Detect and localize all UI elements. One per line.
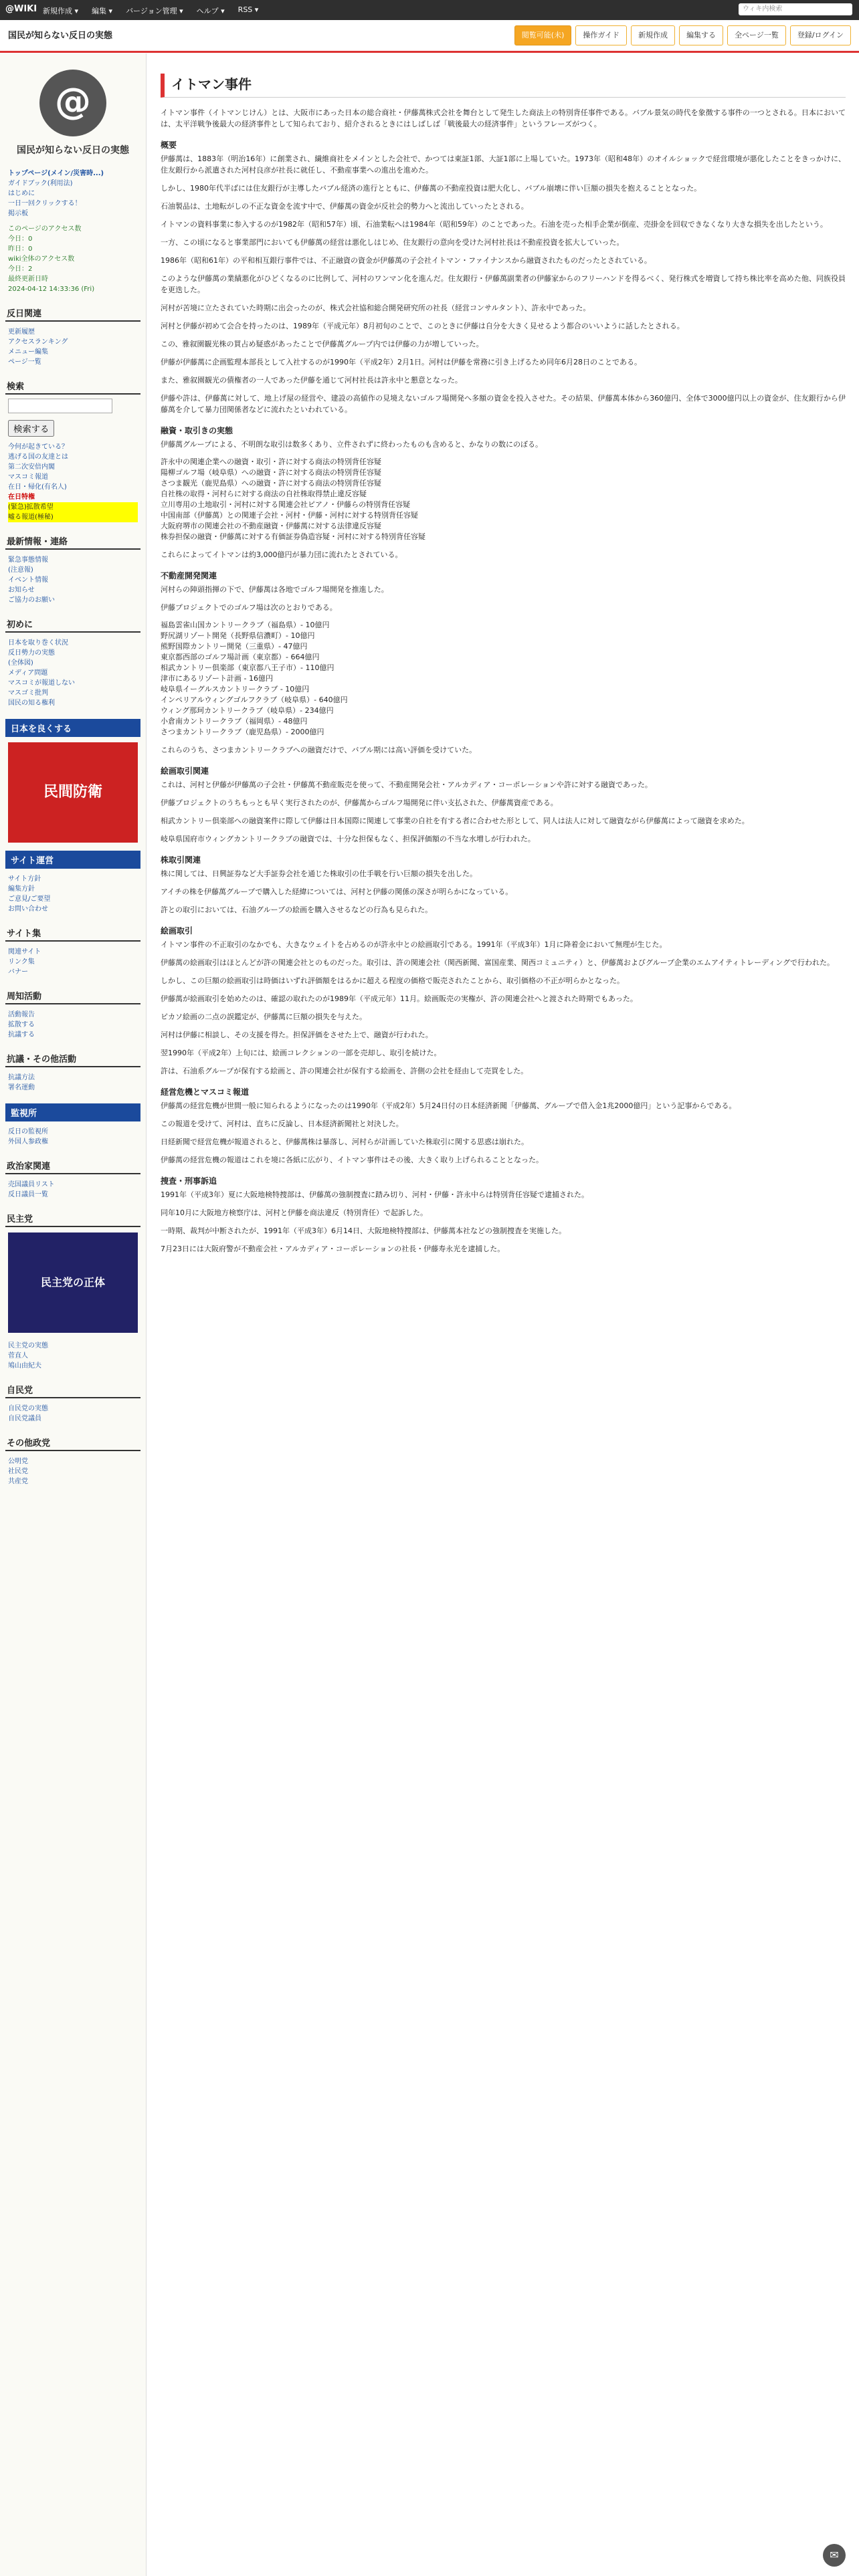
link-not-reported[interactable]: マスコミが報道しない xyxy=(8,679,75,687)
para: 1986年（昭和61年）の平和相互銀行事件では、不正融資の資金が伊藤萬の子会社イトマン・ファイナンスから融資されたものだったとされている。 xyxy=(161,256,652,265)
para: 伊藤萬の絵画取引はほとんどが許の関連会社とのものだった。取引は、許の関連会社（関西新聞、富国産業、関西コミュニティ）と、伊藤萬およびグループ企業のエムアイティトレーディングで行われた。 xyxy=(161,958,835,967)
sidebar xyxy=(0,53,147,2576)
view-button[interactable]: 閲覧可能(未) xyxy=(514,25,572,45)
para: 伊藤萬は、1883年（明治16年）に創業され、繊維商社をメインとした会社で、かつては東証1部、大証1部に上場していた。1973年（昭和48年）のオイルショックで経営環境が悪化したことをきっかけに、住友銀行から派遣された河村良彦が社長に就任し、不動産事業への進出を進めた。 xyxy=(161,154,846,175)
link-jcp[interactable]: 共産党 xyxy=(8,1478,28,1485)
para: 伊藤萬グループによる、不明朗な取引は数多くあり、立件されずに終わったものも含めると、かなりの数にのぼる。 xyxy=(161,440,543,449)
sec-search: 検索 xyxy=(5,378,140,395)
sec-ldp: 自民党 xyxy=(5,1382,140,1398)
menu-rss[interactable]: RSS ▾ xyxy=(237,5,259,14)
para: 7月23日には大阪府警が不動産会社・アルカディア・コーポレーションの社長・伊藤寿永光を逮捕した。 xyxy=(161,1245,505,1253)
access-title: このページのアクセス数 xyxy=(8,225,82,233)
para: 河村が苦境に立たされていた時期に出会ったのが、株式会社協和総合開発研究所の社長（経営コンサルタント）、許永中であった。 xyxy=(161,304,591,312)
updated-value: 2024-04-12 14:33:36 (Fri) xyxy=(8,286,95,293)
list-item: 大阪府堺市の関連会社の不動産融資・伊藤萬に対する法律違反容疑 xyxy=(161,522,381,530)
para: 伊藤萬の経営危機の報道はこれを境に各紙に広がり、イトマン事件はその後、大きく取り上げられることとなった。 xyxy=(161,1156,543,1164)
sec-awareness: 周知活動 xyxy=(5,988,140,1004)
h-paintings: 絵画取引関連 xyxy=(161,766,209,776)
para: 許との取引においては、石油グループの絵画を購入させるなどの行為も見られた。 xyxy=(161,905,433,914)
para: 伊藤が伊藤萬に企画監理本部長として入社するのが1990年（平成2年）2月1日。河村は伊藤を常務に引き上げるため同年6月28日のことである。 xyxy=(161,358,642,366)
list-item: ウィング那珂カントリークラブ（岐阜県）- 234億円 xyxy=(161,706,334,715)
links-ldp xyxy=(0,1401,146,1426)
edit-button[interactable]: 編集する xyxy=(679,25,723,45)
link-top[interactable]: トップページ(メイン/災害時...) xyxy=(8,170,104,177)
link-now[interactable]: 今何が起きている？ xyxy=(8,443,68,451)
para: これらのうち、さつまカントリークラブへの融資だけで、バブル期には高い評価を受けていた。 xyxy=(161,746,477,754)
link-feedback[interactable]: ご意見/ご要望 xyxy=(8,895,51,903)
wiki-at-logo: @ xyxy=(39,70,106,136)
para: また、雅叙園観光の債権者の一人であった伊藤を通じて河村社長は許永中と懇意となった。 xyxy=(161,376,462,385)
link-bbs[interactable]: 掲示板 xyxy=(8,210,28,217)
sidebar-site-name: 国民が知らない反日の実態 xyxy=(17,145,129,156)
link-contact[interactable]: お問い合わせ xyxy=(8,905,48,913)
list-item: 福島雲雀山国カントリークラブ（福島県）- 10億円 xyxy=(161,621,330,629)
link-spread[interactable]: 拡散する xyxy=(8,1021,35,1029)
link-history[interactable]: 更新履歴 xyxy=(8,328,35,336)
links-politicians xyxy=(0,1177,146,1202)
h-realestate: 不動産開発関連 xyxy=(161,571,217,580)
updated-label: 最終更新日時 xyxy=(8,276,48,283)
link-anti-list[interactable]: 反日議員一覧 xyxy=(8,1191,48,1198)
list-item: 許永中の関連企業への融資・取引・許に対する商法の特別背任容疑 xyxy=(161,457,381,466)
links-ops xyxy=(0,871,146,917)
link-menu-edit[interactable]: メニュー編集 xyxy=(8,348,48,356)
list-item: さつま観光（鹿児島県）への融資・許に対する商法の特別背任容疑 xyxy=(161,479,381,488)
link-intro[interactable]: はじめに xyxy=(8,190,35,197)
menu-new[interactable]: 新規作成 ▾ xyxy=(43,7,79,15)
intro: イトマン事件（イトマンじけん）とは、大阪市にあった日本の総合商社・伊藤萬株式会社を舞台として発生した商法上の特別背任事件である。バブル景気の時代を象徴する事件の一つとされる。日本においては、太平洋戦争後最大の経済事件として知られており、紹介されるときにはしばしば「戦後最大の経済事件」というフレーズがつく。 xyxy=(161,108,846,128)
list-item: 小倉南カントリークラブ（福岡県）- 48億円 xyxy=(161,717,308,726)
para: イトマンの資料事業に参入するのが1982年（昭和57年）頃、石油業転へは1984年（昭和59年）のことであった。石油を売った相手企業が倒産、売掛金を回収できなくなり大きな損失を出したという。 xyxy=(161,220,828,229)
sidebar-search-input[interactable] xyxy=(8,399,112,413)
list-item: 陽柳ゴルフ場（岐阜県）への融資・許に対する商法の特別背任容疑 xyxy=(161,468,381,477)
link-zainichi[interactable]: 在日・帰化(有名人) xyxy=(8,484,67,491)
para: 相武カントリー倶楽部への融資案件に際して伊藤は日本国際に関連して事業の自社を有する者に合わせた形として、同人は法人に対して融資ながら伊藤萬によって融資を求めた。 xyxy=(161,817,749,825)
sec-protest: 抗議・その他活動 xyxy=(5,1051,140,1067)
cases-list xyxy=(161,457,846,542)
para: 一時期、裁判が中断されたが、1991年（平成3年）6月14日、大阪地検特捜部は、伊藤萬本社などの強制捜査を実施した。 xyxy=(161,1226,566,1235)
menu-help[interactable]: ヘルプ ▾ xyxy=(196,7,225,15)
link-banner[interactable]: バナー xyxy=(8,968,28,976)
links-protest xyxy=(0,1070,146,1095)
site-header xyxy=(0,20,859,53)
ad-banner[interactable]: 民間防衛 xyxy=(8,742,138,843)
para: これは、河村と伊藤が伊藤萬の子会社・伊藤萬不動産販売を使って、不動産開発会社・アルカディア・コーポレーションや許に対する融資であった。 xyxy=(161,780,652,789)
wiki-search-input[interactable]: ウィキ内検索 xyxy=(739,3,852,15)
menu-version[interactable]: バージョン管理 ▾ xyxy=(126,7,183,15)
para: 河村と伊藤が初めて会合を持ったのは、1989年（平成元年）8月初旬のことで、このときに伊藤は自分を大きく見せるよう都合のいいように話したとされる。 xyxy=(161,322,684,330)
link-overview[interactable]: (全体図) xyxy=(8,659,33,667)
para: 一方、この頃になると事業部門においても伊藤萬の経営は悪化しはじめ、住友銀行の意向を受けた河村社長は不動産投資を拡大していった。 xyxy=(161,238,624,247)
h-reports: 経営危機とマスコミ報道 xyxy=(161,1087,250,1097)
wiki-access-title: wiki全体のアクセス数 xyxy=(8,255,75,263)
link-secret[interactable]: 嘘る報道(極秘) xyxy=(8,512,138,522)
top-menu xyxy=(43,5,258,16)
link-ldp-members[interactable]: 自民党議員 xyxy=(8,1415,41,1422)
sidebar-search-button[interactable]: 検索する xyxy=(8,420,54,437)
link-urgent[interactable]: (緊急)拡散希望 xyxy=(8,502,138,512)
para: アイチの株を伊藤萬グループで購入した経緯については、河村と伊藤の関係の深さが明らかになっている。 xyxy=(161,887,513,896)
links-sites xyxy=(0,944,146,980)
para: 伊藤萬が絵画取引を始めたのは、確認の取れたのが1989年（平成元年）11月。絵画販売の実権が、許の関連会社へと渡された時期でもあった。 xyxy=(161,994,638,1003)
sidebar-search xyxy=(8,399,138,413)
sidebar-top-links xyxy=(0,166,146,221)
para: ピカソ絵画の二点の誤鑑定が、伊藤萬に巨額の損失を与えた。 xyxy=(161,1012,367,1021)
h-arrest: 捜査・刑事訴追 xyxy=(161,1176,217,1186)
para: このような伊藤萬の業績悪化がひどくなるのに比例して、河村のワンマン化を進んだ。住友銀行・伊藤萬副業者の伊藤家からのフリーハンドを得るべく、発行株式を増資して持ち株比率を高めた他、同族役員を更迭した。 xyxy=(161,274,846,294)
sec-related: 反日関連 xyxy=(5,305,140,322)
menu-edit[interactable]: 編集 ▾ xyxy=(92,7,113,15)
link-protest[interactable]: 抗議する xyxy=(8,1031,35,1039)
new-page-button[interactable]: 新規作成 xyxy=(631,25,675,45)
list-item: 熊野国際カントリー開発（三重県）- 47億円 xyxy=(161,642,308,651)
chat-icon[interactable]: ✉ xyxy=(823,2544,846,2567)
link-hatoyama[interactable]: 鳩山由紀夫 xyxy=(8,1362,41,1370)
link-suffrage[interactable]: 外国人参政権 xyxy=(8,1138,48,1146)
link-kan[interactable]: 菅直人 xyxy=(8,1352,28,1360)
sec-watch: 監視所 xyxy=(5,1103,140,1121)
link-related-sites[interactable]: 関連サイト xyxy=(8,948,41,956)
para: 伊藤萬の経営危機が世間一般に知られるようになったのは1990年（平成2年）5月24日付の日本経済新聞「伊藤萬、グループで借入金1兆2000億円」という記事からである。 xyxy=(161,1101,737,1110)
golf-list xyxy=(161,620,846,738)
para: しかし、この巨額の絵画取引は時価はいずれ評価額をはるかに超える程度の価格で販売されたことから、取引価格の不正が明らかとなった。 xyxy=(161,976,624,985)
list-item: 野尻湖リゾート開発（長野県信濃町）- 10億円 xyxy=(161,631,315,640)
para: 同年10月に大阪地方検察庁は、河村と伊藤を商法違反（特別背任）で起訴した。 xyxy=(161,1208,427,1217)
para: イトマン事件の不正取引のなかでも、大きなウェイトを占めるのが許永中との絵画取引である。1991年（平成3年）1月に降着金において無理が生じた。 xyxy=(161,940,667,949)
link-edit-policy[interactable]: 編集方針 xyxy=(8,885,35,893)
para: 許は、石油系グループが保有する絵画と、許の関連会社が保有する絵画を、許側の会社を経由して売買をした。 xyxy=(161,1067,529,1075)
link-page-list[interactable]: ページ一覧 xyxy=(8,358,41,366)
links-intro xyxy=(0,635,146,711)
para: 石油製品は、土地転がしの不正な資金を流す中で、伊藤萬の資金が反社会的勢力へと流出していったとされる。 xyxy=(161,202,529,211)
link-petition[interactable]: 署名運動 xyxy=(8,1084,35,1091)
access-counter xyxy=(0,221,146,297)
link-abe[interactable]: 第二次安倍内閣 xyxy=(8,463,55,471)
link-report[interactable]: 活動報告 xyxy=(8,1011,35,1018)
link-sdp[interactable]: 社民党 xyxy=(8,1468,28,1475)
para: 河村らの陣頭指揮の下で、伊藤萬は各地でゴルフ場開発を推進した。 xyxy=(161,585,389,594)
link-forces[interactable]: 反日勢力の実態 xyxy=(8,649,55,657)
sec-other-parties: その他政党 xyxy=(5,1434,140,1451)
link-policy[interactable]: サイト方針 xyxy=(8,875,41,883)
link-komeito[interactable]: 公明党 xyxy=(8,1458,28,1465)
header-toolbar xyxy=(514,25,851,45)
para: しかし、1980年代半ばには住友銀行が主導したバブル経済の進行とともに、伊藤萬の不動産投資は肥大化し、バブル崩壊に伴い巨額の損失を抱えることとなった。 xyxy=(161,184,702,193)
sec-intro: 初めに xyxy=(5,616,140,633)
link-traitor-list[interactable]: 売国議員リスト xyxy=(8,1181,55,1188)
link-dpj[interactable]: 民主党の実態 xyxy=(8,1342,48,1350)
links-awareness xyxy=(0,1007,146,1043)
dpj-banner[interactable]: 民主党の正体 xyxy=(8,1232,138,1333)
h-summary: 概要 xyxy=(161,140,177,150)
sec-improve-japan: 日本を良くする xyxy=(5,719,140,737)
list-item: 中国南部（伊藤萬）との関連子会社・河村・伊藤・河村に対する特別背任容疑 xyxy=(161,511,418,520)
link-watch[interactable]: 反日の監視所 xyxy=(8,1128,48,1136)
access-yesterday: 昨日：0 xyxy=(8,245,33,253)
all-pages-button[interactable]: 全ページ一覧 xyxy=(727,25,786,45)
sec-news: 最新情報・連絡 xyxy=(5,533,140,550)
access-today: 今日：0 xyxy=(8,235,33,243)
list-item: 自社株の取得・河村らに対する商法の自社株取得禁止違反容疑 xyxy=(161,490,367,498)
link-emergency[interactable]: 緊急事態情報 xyxy=(8,556,48,564)
page-title: イトマン事件 xyxy=(161,74,846,98)
list-item: 東京都西部のゴルフ場計画（東京都）- 664億円 xyxy=(161,653,320,661)
link-masugomi[interactable]: マスゴミ批判 xyxy=(8,689,48,697)
sec-politicians: 政治家関連 xyxy=(5,1158,140,1174)
link-links[interactable]: リンク集 xyxy=(8,958,35,966)
para: 株に関しては、日興証券など大手証券会社を通じた株取引の仕手戦を行い巨額の損失を出した。 xyxy=(161,869,477,878)
top-system-bar xyxy=(0,0,859,20)
sec-site-ops: サイト運営 xyxy=(5,851,140,869)
link-ldp[interactable]: 自民党の実態 xyxy=(8,1405,48,1412)
para: 伊藤や許は、伊藤萬に対して、地上げ屋の経営や、建設の高値作の見境えないゴルフ場開発へ多額の資金を投入させた。その結果、伊藤萬本体から360億円、全体で3000億円以上の資金が、住友銀行から伊藤萬を介して暴力団関係者などに流れたといわれている。 xyxy=(161,394,846,414)
link-request[interactable]: ご協力のお願い xyxy=(8,597,55,604)
login-button[interactable]: 登録/ログイン xyxy=(790,25,851,45)
para: これらによってイトマンは約3,000億円が暴力団に流れたとされている。 xyxy=(161,550,403,559)
link-notice[interactable]: お知らせ xyxy=(8,586,35,594)
link-protest-method[interactable]: 抗議方法 xyxy=(8,1074,35,1081)
links-other xyxy=(0,1454,146,1489)
list-item: 株券担保の融資・伊藤萬に対する有価証券偽造容疑・河村に対する特別背任容疑 xyxy=(161,532,425,541)
guide-button[interactable]: 操作ガイド xyxy=(575,25,627,45)
links-news xyxy=(0,552,146,608)
sec-sites: サイト集 xyxy=(5,925,140,942)
link-situation[interactable]: 日本を取り巻く状況 xyxy=(8,639,68,647)
link-guide[interactable]: ガイドブック(利用法) xyxy=(8,180,73,187)
links-dpj xyxy=(0,1338,146,1374)
links-related xyxy=(0,324,146,370)
para: 伊藤プロジェクトのうちもっとも早く実行されたのが、伊藤萬からゴルフ場開発に伴い支払された、伊藤萬資産である。 xyxy=(161,798,558,807)
para: 岐阜県国府市ウィングカントリークラブの融資では、十分な担保もなく、担保評価額の不当な水増しが行われた。 xyxy=(161,835,535,843)
site-title[interactable]: 国民が知らない反日の実態 xyxy=(8,31,113,41)
para: 伊藤プロジェクトでのゴルフ場は次のとおりである。 xyxy=(161,603,337,612)
link-media[interactable]: マスコミ報道 xyxy=(8,473,48,481)
link-friends[interactable]: 逃げる国の友達とは xyxy=(8,453,68,461)
sec-dpj: 民主党 xyxy=(5,1210,140,1227)
link-privilege[interactable]: 在日特権 xyxy=(8,494,35,501)
h-painting-trade: 絵画取引 xyxy=(161,926,193,936)
para: 河村は伊藤に相談し、その支援を得た。担保評価をさせた上で、融資が行われた。 xyxy=(161,1031,433,1039)
para: 1991年（平成3年）夏に大阪地検特捜部は、伊藤萬の強制捜査に踏み切り、河村・伊藤・許永中らは特別背任容疑で逮捕された。 xyxy=(161,1190,589,1199)
article-body xyxy=(161,74,846,2568)
para: この、雅叙園観光株の買占め疑惑があったことで伊藤萬グループ内では伊藤の力が増していった。 xyxy=(161,340,484,348)
link-events[interactable]: イベント情報 xyxy=(8,576,48,584)
wiki-logo[interactable]: @WIKI xyxy=(5,4,37,14)
para: この報道を受けて、河村は、直ちに反論し、日本経済新聞社と対決した。 xyxy=(161,1119,403,1128)
para: 翌1990年（平成2年）上旬には、絵画コレクションの一部を売却し、取引を続けた。 xyxy=(161,1049,442,1057)
link-media-issue[interactable]: メディア問題 xyxy=(8,669,48,677)
list-item: 相武カントリー倶楽部（東京都八王子市）- 110億円 xyxy=(161,663,335,672)
links-current xyxy=(0,439,146,525)
list-item: 津市にあるリゾート計画 - 16億円 xyxy=(161,674,273,683)
list-item: 立川専用の土地取引・河村に対する関連会社ピアノ・伊藤らの特別背任容疑 xyxy=(161,500,411,509)
link-ranking[interactable]: アクセスランキング xyxy=(8,338,68,346)
links-watch xyxy=(0,1124,146,1150)
h-stocks: 株取引関連 xyxy=(161,855,201,865)
para: 日経新聞で経営危機が報道されると、伊藤萬株は暴落し、河村らが計画していた株取引に関する思惑は崩れた。 xyxy=(161,1138,529,1146)
list-item: 岐阜県イーグルスカントリークラブ - 10億円 xyxy=(161,685,310,693)
wiki-access-today: 今日：2 xyxy=(8,265,33,273)
link-right-to-know[interactable]: 国民の知る権利 xyxy=(8,700,55,707)
h-cases: 融資・取引きの実態 xyxy=(161,426,233,435)
list-item: さつまカントリークラブ（鹿児島県）- 2000億円 xyxy=(161,728,324,736)
list-item: インペリアルウィングゴルフクラブ（岐阜県）- 640億円 xyxy=(161,695,348,704)
link-click[interactable]: 一日一回クリックする！ xyxy=(8,200,82,207)
link-alert[interactable]: (注意報) xyxy=(8,566,33,574)
